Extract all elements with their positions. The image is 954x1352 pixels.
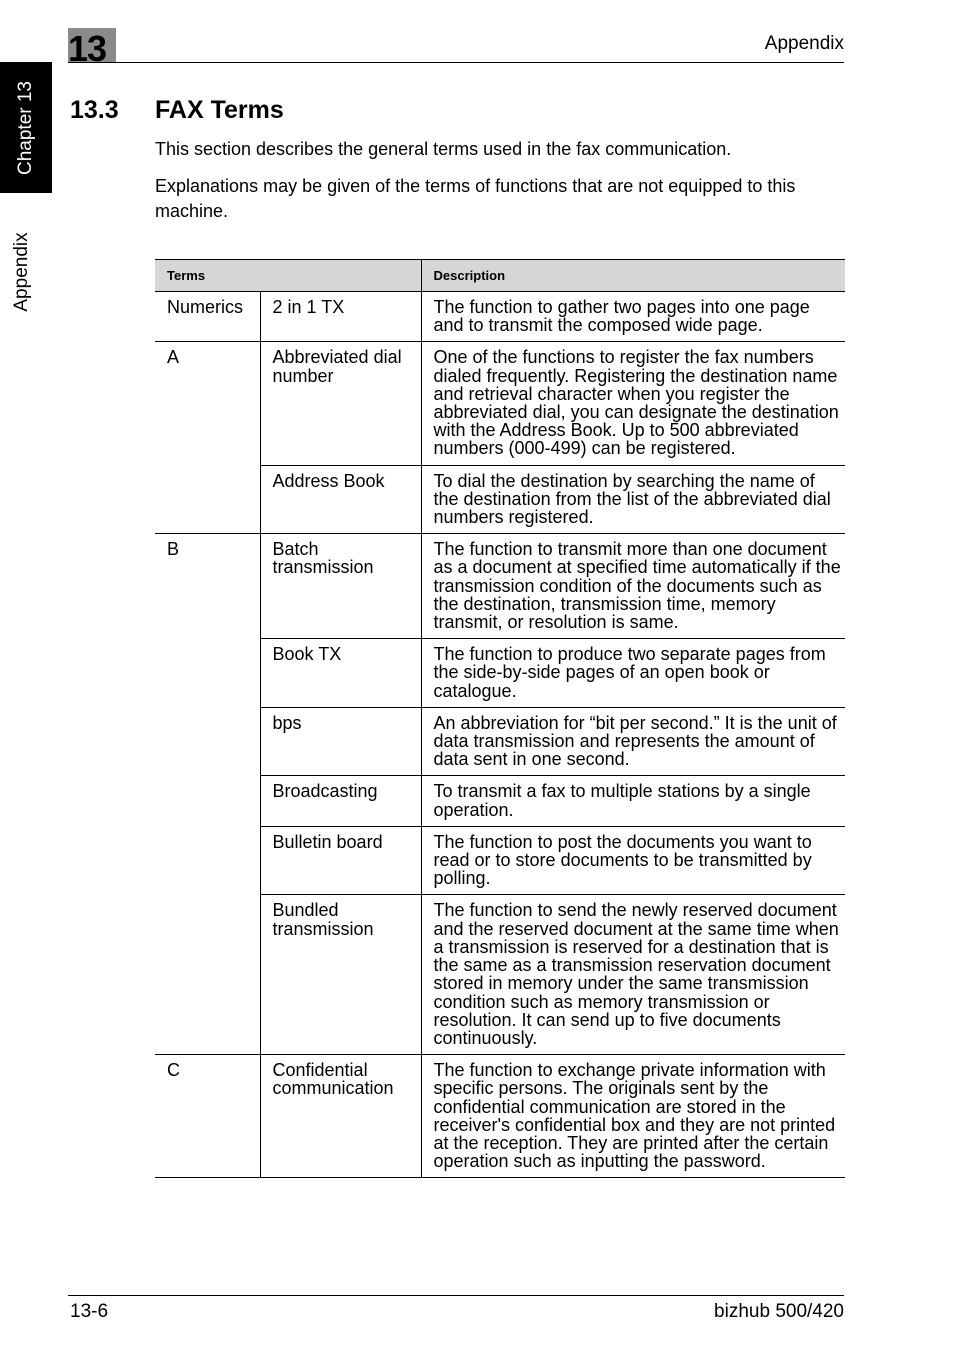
side-chapter-label: Chapter 13 [15,80,36,176]
term-description: The function to gather two pages into one page and to transmit the composed wide page. [421,292,845,342]
table-row [155,1055,845,1178]
intro-paragraph: This section describes the general terms used in the fax communication. [155,139,732,159]
term-description: An abbreviation for “bit per second.” It is the unit of data transmission and represents the amount of data sent in one second. [421,707,845,776]
page-number: 13-6 [70,1301,109,1322]
table-row [155,534,845,639]
side-section-label: Appendix [11,232,32,312]
header-section-label: Appendix [764,33,844,54]
term-description: The function to exchange private information with specific persons. The originals sent by the confidential communication are stored in the receiver's confidential box and they are not printed at the reception. They are printed after the certain operation such as inputting the password. [421,1055,845,1178]
term-name: Bundled transmission [260,895,421,1055]
term-description: To dial the destination by searching the name of the destination from the list of the abbreviated dial numbers registered. [421,465,845,534]
term-group-letter: Numerics [155,292,260,342]
fax-terms-table [155,259,845,1178]
table-row [155,342,845,465]
term-group-letter: A [155,342,260,534]
table-header-row [155,260,845,292]
term-description: One of the functions to register the fax numbers dialed frequently. Registering the destination name and retrieval character when you register the abbreviated dial, you can designate the destination with the Address Book. Up to 500 abbreviated numbers (000-499) can be registered. [421,342,845,465]
term-name: bps [260,707,421,776]
term-group-letter: C [155,1055,260,1178]
chapter-number-box [68,28,116,62]
term-name: Book TX [260,639,421,708]
terms-header: Terms [155,260,421,292]
term-name: Address Book [260,465,421,534]
section-title: FAX Terms [155,96,284,124]
footer-rule [68,1295,844,1296]
term-description: The function to send the newly reserved document and the reserved document at the same time when a transmission is reserved for a destination that is the same as a transmission reservation document stored in memory under the same transmission condition such as memory transmission or resolution. It can send up to five documents continuously. [421,895,845,1055]
term-name: Bulletin board [260,826,421,895]
term-name: Batch transmission [260,534,421,639]
product-name: bizhub 500/420 [714,1301,844,1322]
chapter-number: 13 [68,28,107,62]
description-header: Description [421,260,845,292]
term-name: Confidential communication [260,1055,421,1178]
header-rule [68,62,844,63]
term-name: Abbreviated dial number [260,342,421,465]
term-description: The function to produce two separate pages from the side-by-side pages of an open book or catalogue. [421,639,845,708]
term-description: To transmit a fax to multiple stations by a single operation. [421,776,845,826]
term-description: The function to transmit more than one document as a document at specified time automatically if the transmission condition of the documents such as the destination, transmission time, memory transmit, or resolution is same. [421,534,845,639]
term-name: 2 in 1 TX [260,292,421,342]
section-number: 13.3 [70,96,119,124]
term-name: Broadcasting [260,776,421,826]
intro-paragraph: Explanations may be given of the terms of functions that are not equipped to this machine. [155,176,796,221]
table-body [155,292,845,1178]
term-description: The function to post the documents you want to read or to store documents to be transmitted by polling. [421,826,845,895]
term-group-letter: B [155,534,260,1055]
table-row [155,292,845,342]
